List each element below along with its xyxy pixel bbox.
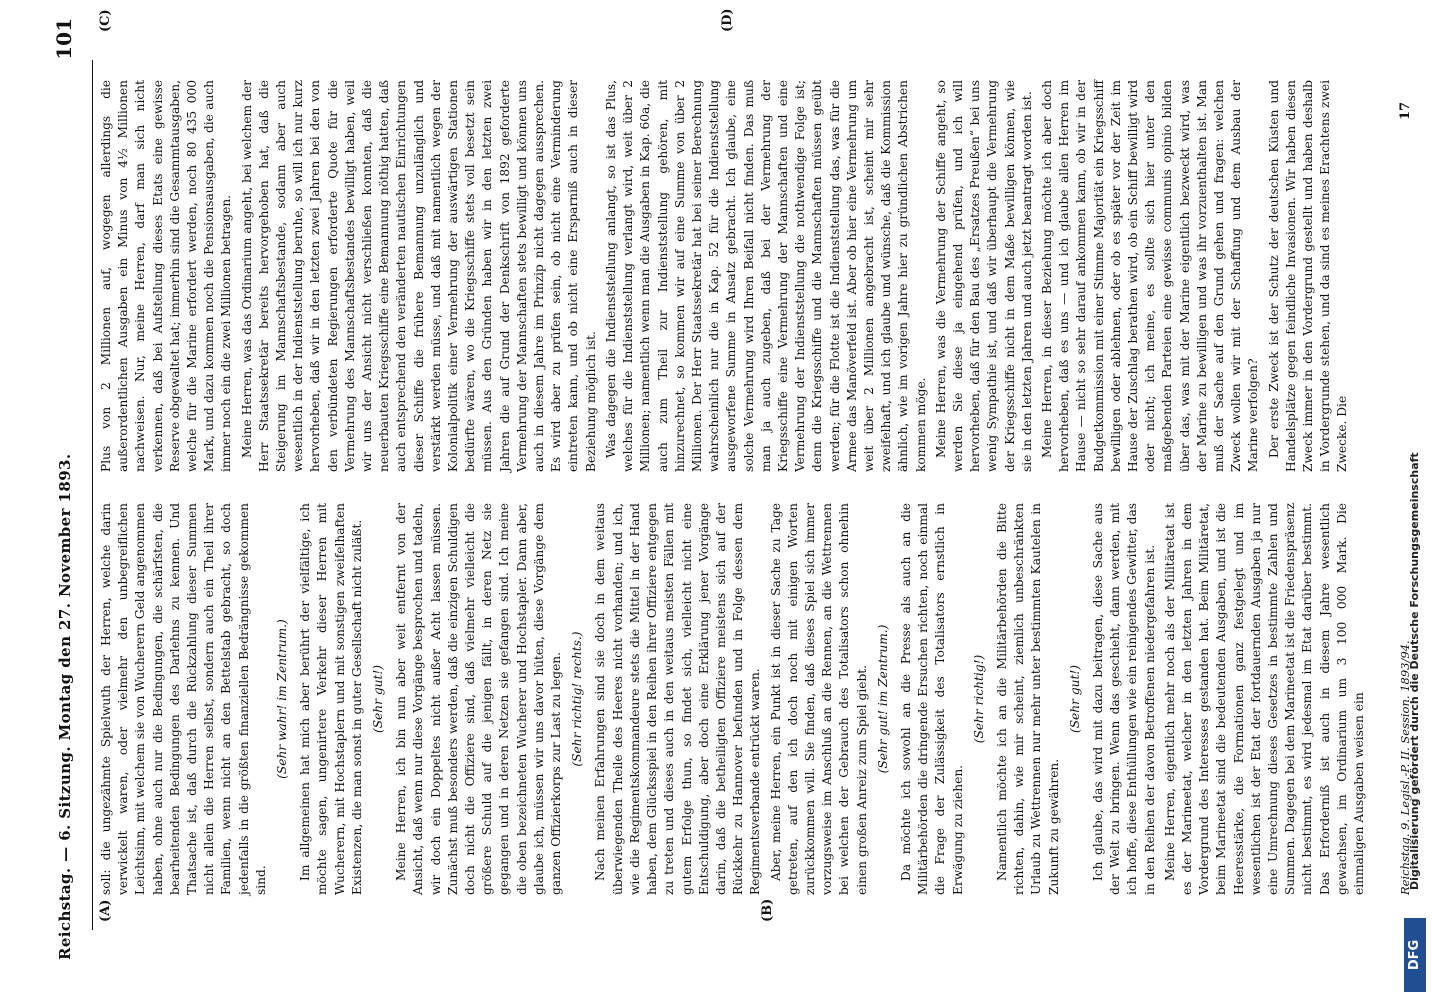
paragraph: Meine Herren, was die Vermehrung der Schiffe angeht, so werden Sie diese ja eingehend prüfen, und ich will hervorheben, daß für den Bau des „Ersatzes Preußen“ bei uns wenig Sympathie ist, und daß wir überhaupt die Vermehrung der Kriegsschiffe nicht in dem Maße bewilligen können, wie sie in den letzten Jahren und auch jetzt beantragt worden ist. — [933, 80, 1034, 472]
header-rule — [92, 60, 93, 930]
margin-marker-a: (A) — [98, 899, 113, 922]
paragraph: Nach meinen Erfahrungen sind sie doch in dem weitaus überwiegenden Theile des Heeres nicht vorhanden; und ich, wie die Regimentskommandeure stets die Mittel in der Hand haben, dem Glücksspiel in den Reihen ihrer Offiziere entgegen zu treten und dieses auch in den weitaus meisten Fällen mit gutem Erfolge thun, so findet sich, vielleicht nicht eine Entschuldigung, aber doch eine Erklärung jener Vorgänge darin, daß die betheiligten Offiziere meistens sich auf der Rückkehr zu Hannover befunden und in Folge dessen dem Regimentsverbande entrückt waren. — [593, 503, 763, 895]
footer-signature: Reichstag. 9. Legisl.-P. II. Session. 1893/94. — [1398, 640, 1412, 895]
paragraph: Aber, meine Herren, ein Punkt ist in dieser Sache zu Tage getreten, auf den ich doch noch mit einigen Worten zurückkommen will. Sie finden, daß dieses Spiel sich immer vorzugsweise im Anschluß an die Rennen, an die Wettrennen bei welchen der Gebrauch des Totalisators schon ohnehin einen großen Anreiz zum Spiel giebt. — [768, 503, 869, 895]
interjection: (Sehr gut! im Zentrum.) — [875, 624, 890, 774]
interjection: (Sehr gut!) — [371, 664, 386, 734]
paragraph: Meine Herren, ich bin nun aber weit entfernt von der Ansicht, daß wenn nur diese Vorgänge besprochen und tadeln, wir doch ein Doppeltes nicht außer Acht lassen müssen. Zunächst muß besonders werden, daß die einzigen Schuldigen doch nicht die Offiziere sind, daß vielmehr vielleicht die größere Schuld auf die jenigen fällt, in deren Netz sie gegangen und in deren Netzen sie gefangen sind. Ich meine die oben bezeichneten Wucherer und Hochstapler. Dann aber, glaube ich, müssen wir uns davor hüten, diese Vorgänge dem ganzen Offizierkorps zur Last zu legen. — [394, 503, 564, 895]
paragraph: Da möchte ich sowohl an die Presse als auch an die Militärbehörden die dringende Ersuchen richten, noch einmal die Frage der Zulässigkeit des Totalisators ernstlich in Erwägung zu ziehen. — [898, 503, 965, 895]
paragraph: Namentlich möchte ich an die Militärbehörden die Bitte richten, dahin, wie mir scheint, ziemlich unbeschränkten Urlaub zu Wettrennen nur mehr unter bestimmten Kautelen in Zukunft zu gewähren. — [994, 503, 1061, 895]
paragraph: Meine Herren, was das Ordinarium angeht, bei welchem der Herr Staatssekretär bereits hervorgehoben hat, daß die Steigerung im Mannschaftsbestande, sodann aber auch wesentlich in der Indienststellung beruhe, so will ich nur kurz hervorheben, daß wir in den letzten zwei Jahren bei den von den verbündeten Regierungen erforderte Quote für die Vermehrung des Mannschaftsbestandes bewilligt haben, weil wir uns der Ansicht nicht verschließen konnten, daß die neuerbauten Kriegsschiffe eine Bemannung nöthig hatten, daß auch entsprechend den veränderten nautischen Einrichtungen dieser Schiffe die frühere Bemannung unzulänglich und verstärkt werden müsse, und daß mit namentlich wegen der Kolonialpolitik einer Vermehrung der auswärtigen Stationen bedürfte wären, wo die Kriegsschiffe stets voll besetzt sein müssen. Aus den Gründen haben wir in den letzten zwei Jahren die auf Grund der Denkschrift von 1892 geforderte Vermehrung der Mannschaften stets bewilligt und können uns auch in diesem Jahre im Prinzip nicht dagegen aussprechen. Es wird aber zu prüfen sein, ob nicht eine Verminderung eintreten kann, und ob nicht eine Ersparniß auch in dieser Beziehung möglich ist. — [239, 80, 598, 472]
left-column — [98, 503, 1371, 895]
paragraph: Meine Herren, eigentlich mehr noch als der Militäretat ist es der Marineetat, welcher in den letzten Jahren in dem Vordergrund des Interesses gestanden hat. Beim Militäretat, beim Marineetat sind die bedeutenden Ausgaben, und ist die Heeresstärke, die Formationen ganz festgelegt und im wesentlichen ist der Etat der fortdauernden Ausgaben ja nur eine Umrechnung dieses Gesetzes in bestimmte Zahlen und Summen. Dagegen bei dem Marineetat ist die Friedenspräsenz nicht bestimmt, es wird jedesmal im Etat darüber bestimmt. Das Erforderniß ist auch in diesem Jahre wesentlich gewachsen, im Ordinarium um 3 100 000 Mark. Die einmaligen Ausgaben weisen ein — [1162, 503, 1367, 895]
paragraph: Der erste Zweck ist der Schutz der deutschen Küsten und Handelsplätze gegen feindliche Invasionen. Wir haben diesen Zweck immer in den Vordergrund gestellt und haben deshalb in Vordergrunde stehen, und da sind es meines Erachtens zwei Zwecke. Die — [1266, 80, 1350, 472]
interjection: (Sehr richtig! rechts.) — [570, 631, 585, 767]
dfg-stamp — [1398, 0, 1432, 1000]
running-head: Reichstag. — 6. Sitzung. Montag den 27. November 1893. — [56, 453, 74, 960]
paragraph: Plus von 2 Millionen auf, wogegen allerdings die außerordentlichen Ausgaben ein Minus von 4½ Millionen nachweisen. Nur, meine Herren, darf man sich nicht verkennen, daß bei Aufstellung dieses Etats eine gewisse Reserve obgewaltet hat; immerhin sind die Gesammtausgaben, welche für die Marine erfordert werden, noch 80 435 000 Mark, und dazu kommen noch die Pensionsausgaben, die auch immer noch ein die zwei Millionen betragen. — [99, 80, 234, 472]
interjection: (Sehr gut!) — [1067, 664, 1082, 734]
footer-sheet-number: 17 — [1398, 101, 1413, 120]
interjection: (Sehr richtig!) — [971, 654, 986, 744]
margin-marker-b: (B) — [760, 898, 775, 922]
paragraph: Ich glaube, das wird mit dazu beitragen, diese Sache aus der Welt zu bringen. Wenn das geschieht, dann werden, mit ich hoffe, diese Enthüllungen wie ein reinigendes Gewitter, das in den Reihen der davon Betroffenen niedergefahren ist. — [1090, 503, 1157, 895]
margin-marker-d: (D) — [720, 8, 735, 32]
page-header — [52, 0, 92, 1000]
dfg-logo: DFG — [1404, 918, 1426, 992]
paragraph: soll: die ungezähmte Spielwuth der Herren, welche darin verwickelt waren, oder vielmehr den unbegreiflichen Leichtsinn, mit welchem sie von Wucherern Geld angenommen haben, ohne auch nur die Bedingungen, die schärfsten, die bearheitenden Bedingungen des Darlehns zu kennen. Und Thatsache ist, daß durch die Rückzahlung dieser Summen nicht allein die Herren selbst, sondern auch ein Theil ihrer Familien, wenn nicht an den Bettelstab gebracht, so doch jedenfalls in die größten finanziellen Bedrängnisse gekommen sind. — [99, 503, 268, 895]
page-number: 101 — [52, 18, 76, 60]
dfg-stamp-text: Digitalisierung gefördert durch die Deutsche Forschungsgemeinschaft — [1408, 452, 1421, 890]
paragraph: Was dagegen die Indienststellung anlangt, so ist das Plus, welches für die Indienststellung verlangt wird, weit über 2 Millionen; namentlich wenn man die Ausgaben in Kap. 60a, die auch zum Theil zur Indienststellung gehören, mit hinzurechnet, so kommen wir auf eine Summe von über 2 Millionen. Der Herr Staatssekretär hat bei seiner Berechnung wahrscheinlich nur die in Kap. 52 für die Indienststellung ausgeworfene Summe in Ansatz gebracht. Ich glaube, eine solche Vermehrung wird Ihren Beifall nicht finden. Das muß man ja auch zugeben, daß bei der Vermehrung der Kriegsschiffe eine Vermehrung der Mannschaften und eine Vermehrung der Indienststellung die nothwendige Folge ist; denn die Kriegsschiffe und die Mannschaften müssen geübt werden; für die Flotte ist die Indienststellung das, was für die Armee das Manöverfeld ist. Aber ob hier eine Vermehrung um weit über 2 Millionen angebracht ist, scheint mir sehr zweifelhaft, und ich glaube und wünsche, daß die Kommission ähnlich, wie im vorigen Jahre hier zu gründlichen Abstrichen kommen möge. — [603, 80, 928, 472]
interjection: (Sehr wahr! im Zentrum.) — [275, 619, 290, 779]
paragraph: Im allgemeinen hat mich aber berührt der vielfältige, ich möchte sagen, ungenirtere Verkehr dieser Herren mit Wucherern, mit Hochstaplern und mit sonstigen zweifelhaften Existenzen, die man sonst in guter Gesellschaft nicht zuläßt. — [298, 503, 364, 895]
right-column — [98, 80, 1355, 472]
margin-marker-c: (C) — [98, 9, 113, 32]
paragraph: Meine Herren, in dieser Beziehung möchte ich aber doch hervorheben, daß es uns — und ich glaube allen Herren im Hause — nicht so sehr darauf ankommen kann, ob wir in der Budgetkommission mit einer Stimme Majorität ein Kriegsschiff bewilligen oder ablehnen, oder ob es später vor der Zeit im Hause der Zuschlag berathen wird, ob ein Schiff bewilligt wird oder nicht; ich meine, es sollte sich hier unter den maßgebenden Parteien eine gewisse communis opinio bilden über das, was mit der Marine eigentlich bezweckt wird, was der Marine zu bewilligen und was ihr vorzuenthalten ist. Man muß der Sache auf den Grund gehen und fragen: welchen Zweck wollen wir mit der Schaffung und dem Ausbau der Marine verfolgen? — [1039, 80, 1261, 472]
